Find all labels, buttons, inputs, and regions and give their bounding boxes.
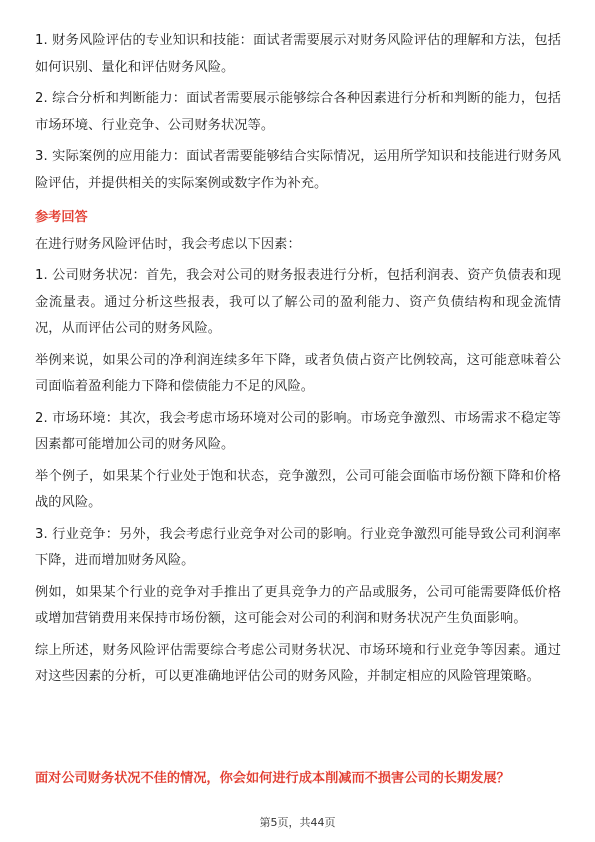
answer-example-market: 举个例子，如果某个行业处于饱和状态，竞争激烈，公司可能会面临市场份额下降和价格战的风险。 bbox=[35, 468, 561, 510]
divider bbox=[35, 762, 561, 763]
page-footer: 第5页，共44页 bbox=[259, 816, 336, 829]
answer-intro: 在进行财务风险评估时，我会考虑以下因素： bbox=[35, 236, 301, 252]
document-body bbox=[35, 28, 561, 696]
criteria-item-2: 2. 综合分析和判断能力：面试者需要展示能够综合各种因素进行分析和判断的能力，包括市场环境、行业竞争、公司财务状况等。 bbox=[35, 91, 561, 133]
criteria-item-1: 1. 财务风险评估的专业知识和技能：面试者需要展示对财务风险评估的理解和方法，包括如何识别、量化和评估财务风险。 bbox=[35, 33, 561, 75]
answer-point-industry-competition: 3. 行业竞争：另外，我会考虑行业竞争对公司的影响。行业竞争激烈可能导致公司利润率下降，进而增加财务风险。 bbox=[35, 526, 561, 568]
answer-summary: 综上所述，财务风险评估需要综合考虑公司财务状况、市场环境和行业竞争等因素。通过对这些因素的分析，可以更准确地评估公司的财务风险，并制定相应的风险管理策略。 bbox=[35, 642, 561, 684]
answer-heading: 参考回答 bbox=[35, 210, 88, 225]
answer-point-market-environment: 2. 市场环境：其次，我会考虑市场环境对公司的影响。市场竞争激烈、市场需求不稳定等因素都可能增加公司的财务风险。 bbox=[35, 410, 561, 452]
next-question: 面对公司财务状况不佳的情况，你会如何进行成本削减而不损害公司的长期发展？ bbox=[35, 771, 510, 786]
answer-example-financial: 举例来说，如果公司的净利润连续多年下降，或者负债占资产比例较高，这可能意味着公司面临着盈利能力下降和偿债能力不足的风险。 bbox=[35, 352, 561, 394]
answer-point-financial-status: 1. 公司财务状况：首先，我会对公司的财务报表进行分析，包括利润表、资产负债表和现金流量表。通过分析这些报表，我可以了解公司的盈利能力、资产负债结构和现金流情况，从而评估公司的财务风险。 bbox=[35, 268, 561, 336]
criteria-item-3: 3. 实际案例的应用能力：面试者需要能够结合实际情况，运用所学知识和技能进行财务风险评估，并提供相关的实际案例或数字作为补充。 bbox=[35, 149, 561, 191]
answer-example-competition: 例如，如果某个行业的竞争对手推出了更具竞争力的产品或服务，公司可能需要降低价格或增加营销费用来保持市场份额，这可能会对公司的利润和财务状况产生负面影响。 bbox=[35, 584, 561, 626]
